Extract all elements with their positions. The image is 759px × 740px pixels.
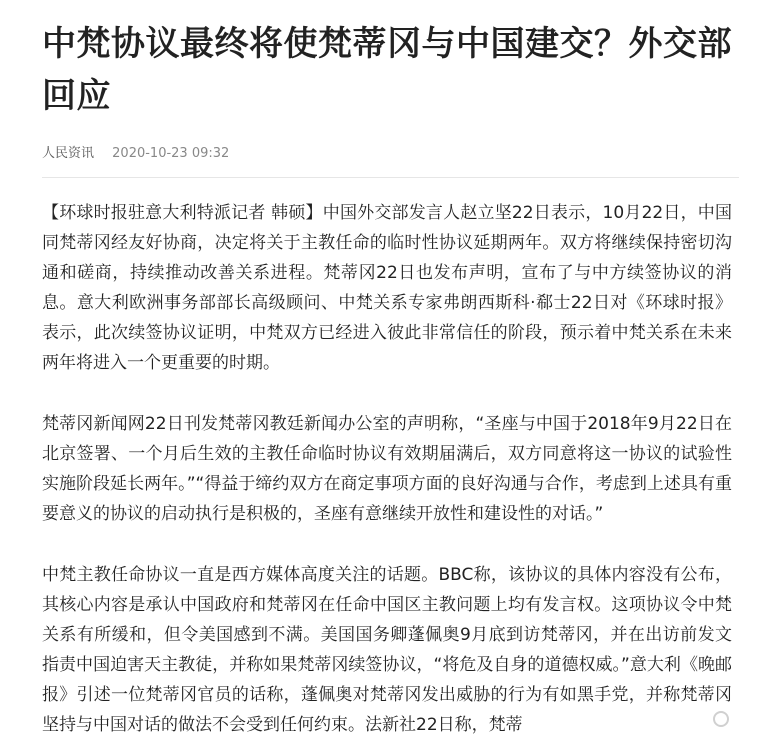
article-title: 中梵协议最终将使梵蒂冈与中国建交？外交部回应: [42, 24, 732, 116]
paragraph-3: 中梵主教任命协议一直是西方媒体高度关注的话题。BBC称，该协议的具体内容没有公布，其核心内容是承认中国政府和梵蒂冈在任命中国区主教问题上均有发言权。这项协议令中梵关系有所缓和，但令美国感到不满。美国国务卿蓬佩奥9月底到访梵蒂冈，并在出访前发文指责中国迫害天主教徒，并称如果梵蒂冈续签协议，“将危及自身的道德权威。”意大利《晚邮报》引述一位梵蒂冈官员的话称，蓬佩奥对梵蒂冈发出威胁的行为有如黑手党，并称梵蒂冈坚持与中国对话的做法不会受到任何约束。法新社22日称，梵蒂: [42, 565, 732, 735]
paragraph-1: 【环球时报驻意大利特派记者 韩硕】中国外交部发言人赵立坚22日表示，10月22日，中国同梵蒂冈经友好协商，决定将关于主教任命的临时性协议延期两年。双方将继续保持密切沟通和磋商，持续推动改善关系进程。梵蒂冈22日也发布声明，宣布了与中方续签协议的消息。意大利欧洲事务部部长高级顾问、中梵关系专家弗朗西斯科·郗士22日对《环球时报》表示，此次续签协议证明，中梵双方已经进入彼此非常信任的阶段，预示着中梵关系在未来两年将进入一个更重要的时期。: [42, 203, 732, 373]
article: [42, 18, 732, 740]
publish-date: 2020-10-23 09:32: [112, 146, 230, 161]
article-meta: [42, 144, 732, 164]
source-link[interactable]: 人民资讯: [42, 146, 95, 161]
paragraph-2: 梵蒂冈新闻网22日刊发梵蒂冈教廷新闻办公室的声明称，“圣座与中国于2018年9月22日在北京签署、一个月后生效的主教任命临时协议有效期届满后，双方同意将这一协议的试验性实施阶段延长两年。”“得益于缔约双方在商定事项方面的良好沟通与合作，考虑到上述具有重要意义的协议的启动执行是积极的，圣座有意继续开放性和建设性的对话。”: [42, 414, 732, 524]
watermark: [713, 711, 729, 727]
divider: [42, 177, 739, 178]
watermark-logo-icon: [713, 711, 729, 727]
